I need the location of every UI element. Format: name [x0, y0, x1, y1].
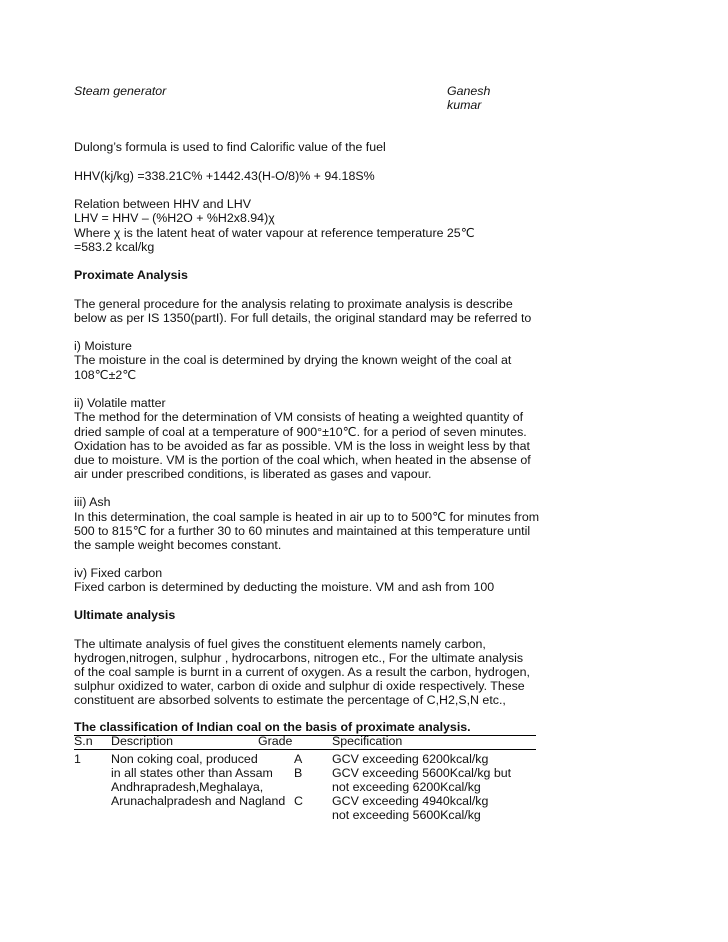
grade-a: A [294, 752, 303, 766]
ultimate-line-4: sulphur oxidized to water, carbon di oxide and sulphur di oxide respectively. These [74, 679, 525, 693]
volatile-title: ii) Volatile matter [74, 396, 166, 410]
ultimate-line-2: hydrogen,nitrogen, sulphur , hydrocarbons, nitrogen etc., For the ultimate analysis [74, 651, 524, 665]
moisture-line-2: 108℃±2℃ [74, 368, 137, 382]
latent-heat-value: =583.2 kcal/kg [74, 240, 155, 254]
ash-title: iii) Ash [74, 495, 111, 509]
grade-c: C [294, 794, 303, 808]
spec-line-2: GCV exceeding 5600Kcal/kg but [332, 766, 512, 780]
volatile-line-2: dried sample of coal at a temperature of 900°±10℃. for a period of seven minutes. [74, 425, 527, 439]
table-title: The classification of Indian coal on the basis of proximate analysis. [74, 720, 536, 736]
spec-line-5: not exceeding 5600Kcal/kg [332, 808, 481, 822]
table-header-row [74, 733, 536, 750]
desc-line-1: Non coking coal, produced [111, 752, 258, 766]
proximate-intro-2: below as per IS 1350(partI). For full details, the original standard may be referred to [74, 311, 532, 325]
desc-line-2: in all states other than Assam [111, 766, 273, 780]
ultimate-line-1: The ultimate analysis of fuel gives the constituent elements namely carbon, [74, 637, 486, 651]
fixed-carbon-line-1: Fixed carbon is determined by deducting the moisture. VM and ash from 100 [74, 580, 495, 594]
volatile-line-4: due to moisture. VM is the portion of the coal which, when heated in the absense of [74, 453, 531, 467]
latent-heat-text: Where χ is the latent heat of water vapour at reference temperature 25℃ [74, 226, 475, 240]
page-header [74, 84, 528, 112]
ultimate-line-5: constituent are absorbed solvents to estimate the percentage of C,H2,S,N etc., [74, 693, 506, 707]
ash-line-1: In this determination, the coal sample is heated in air up to to 500℃ for minutes from [74, 510, 540, 524]
desc-line-3: Andhrapradesh,Meghalaya, [111, 780, 264, 794]
spec-line-4: GCV exceeding 4940kcal/kg [332, 794, 489, 808]
spec-line-3: not exceeding 6200Kcal/kg [332, 780, 481, 794]
volatile-line-5: air under prescribed conditions, is liberated as gases and vapour. [74, 467, 432, 481]
lhv-formula: LHV = HHV – (%H2O + %H2x8.94)χ [74, 211, 275, 225]
spec-line-1: GCV exceeding 6200kcal/kg [332, 752, 489, 766]
ultimate-title: Ultimate analysis [74, 608, 176, 622]
fixed-carbon-title: iv) Fixed carbon [74, 566, 163, 580]
proximate-intro-1: The general procedure for the analysis relating to proximate analysis is describe [74, 297, 513, 311]
volatile-line-3: Oxidation has to be avoided as far as possible. VM is the loss in weight less by that [74, 439, 530, 453]
header-title: Steam generator [74, 84, 167, 98]
header-author: Ganesh kumar [447, 84, 491, 112]
desc-line-4: Arunachalpradesh and Nagland [111, 794, 286, 808]
ash-line-3: the sample weight becomes constant. [74, 538, 282, 552]
moisture-title: i) Moisture [74, 339, 132, 353]
moisture-line-1: The moisture in the coal is determined by drying the known weight of the coal at [74, 353, 512, 367]
volatile-line-1: The method for the determination of VM consists of heating a weighted quantity of [74, 410, 524, 424]
dulong-formula: HHV(kj/kg) =338.21C% +1442.43(H-O/8)% + 94.18S% [74, 169, 375, 183]
proximate-title: Proximate Analysis [74, 268, 188, 282]
header-specification: Specification [332, 734, 403, 748]
dulong-intro: Dulong’s formula is used to find Calorific value of the fuel [74, 140, 386, 154]
header-grade: Grade [258, 734, 293, 748]
row-sn: 1 [74, 752, 81, 766]
grade-b: B [294, 766, 303, 780]
ultimate-line-3: of the coal sample is burnt in a current of oxygen. As a result the carbon, hydrogen, [74, 665, 530, 679]
header-sn: S.n [74, 734, 93, 748]
relation-heading: Relation between HHV and LHV [74, 197, 252, 211]
header-description: Description [111, 734, 173, 748]
ash-line-2: 500 to 815℃ for a further 30 to 60 minutes and maintained at this temperature until [74, 524, 531, 538]
